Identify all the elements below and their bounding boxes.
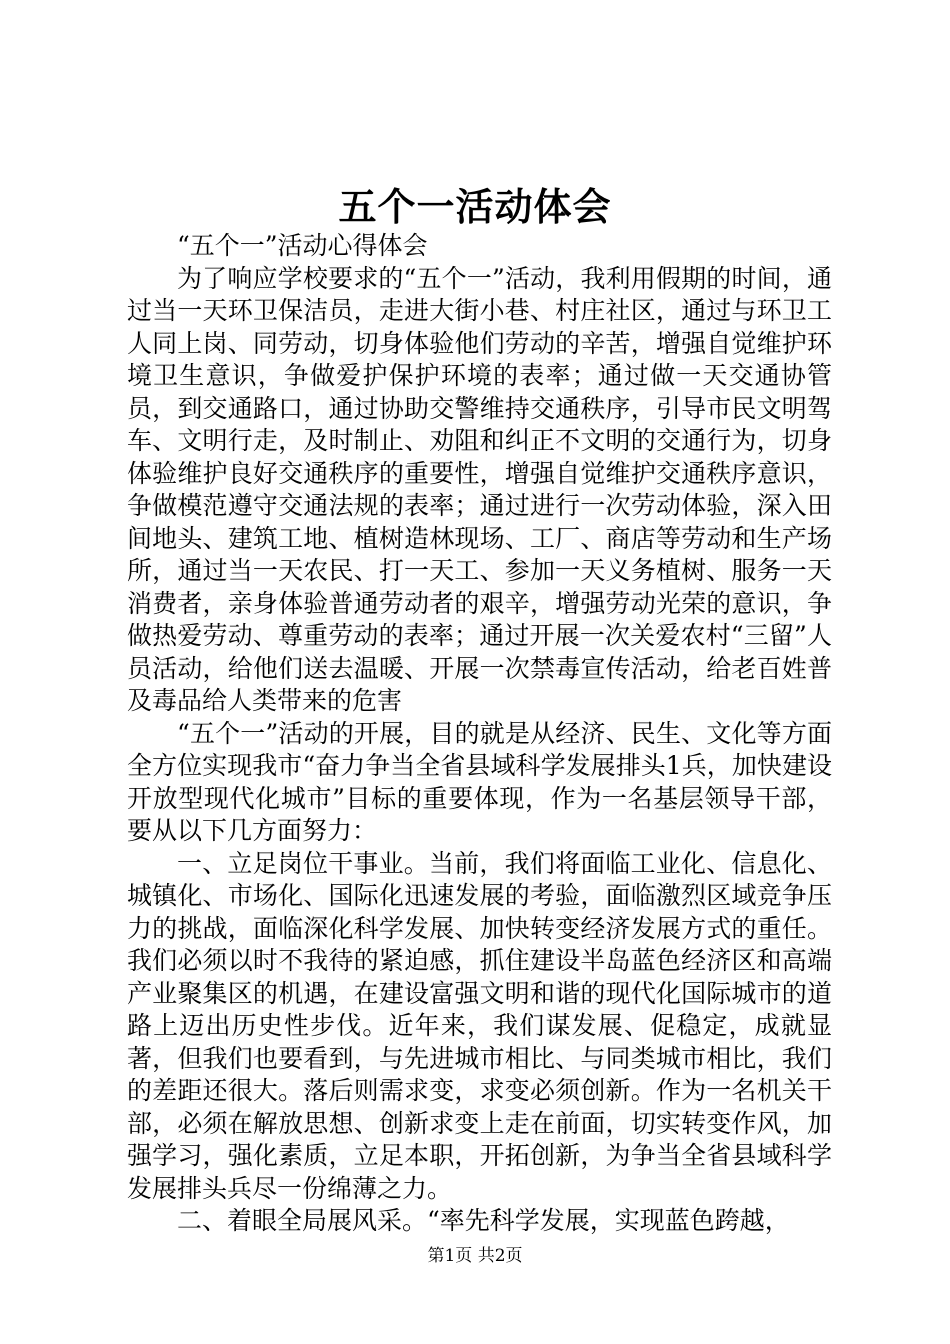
paragraph: 一、立足岗位干事业。当前，我们将面临工业化、信息化、城镇化、市场化、国际化迅速发展的考验，面临激烈区域竞争压力的挑战，面临深化科学发展、加快转变经济发展方式的重任。我们必须以时不我待的紧迫感，抓住建设半岛蓝色经济区和高端产业聚集区的机遇，在建设富强文明和谐的现代化国际城市的道路上迈出历史性步伐。近年来，我们谋发展、促稳定，成就显著，但我们也要看到，与先进城市相比、与同类城市相比，我们的差距还很大。落后则需求变，求变必须创新。作为一名机关干部，必须在解放思想、创新求变上走在前面，切实转变作风，加强学习，强化素质，立足本职，开拓创新，为争当全省县域科学发展排头兵尽一份绵薄之力。 bbox=[127, 848, 832, 1203]
paragraph: “五个一”活动的开展，目的就是从经济、民生、文化等方面全方位实现我市“奋力争当全省县域科学发展排头1兵，加快建设开放型现代化城市”目标的重要体现，作为一名基层领导干部，要从以下几方面努力： bbox=[127, 718, 832, 845]
paragraph-subtitle: “五个一”活动心得体会 bbox=[177, 231, 428, 260]
document-title: 五个一活动体会 bbox=[338, 184, 612, 229]
page-footer: 第1页 共2页 bbox=[427, 1246, 523, 1266]
document-body bbox=[127, 230, 832, 1238]
paragraph: 为了响应学校要求的“五个一”活动，我利用假期的时间，通过当一天环卫保洁员，走进大街小巷、村庄社区，通过与环卫工人同上岗、同劳动，切身体验他们劳动的辛苦，增强自觉维护环境卫生意识，争做爱护保护环境的表率；通过做一天交通协管员，到交通路口，通过协助交警维持交通秩序，引导市民文明驾车、文明行走，及时制止、劝阻和纠正不文明的交通行为，切身体验维护良好交通秩序的重要性，增强自觉维护交通秩序意识，争做模范遵守交通法规的表率；通过进行一次劳动体验，深入田间地头、建筑工地、植树造林现场、工厂、商店等劳动和生产场所，通过当一天农民、打一天工、参加一天义务植树、服务一天消费者，亲身体验普通劳动者的艰辛，增强劳动光荣的意识，争做热爱劳动、尊重劳动的表率；通过开展一次关爱农村“三留”人员活动，给他们送去温暖、开展一次禁毒宣传活动，给老百姓普及毒品给人类带来的危害 bbox=[127, 263, 832, 715]
paragraph: 二、着眼全局展风采。“率先科学发展，实现蓝色跨越， bbox=[177, 1206, 790, 1235]
